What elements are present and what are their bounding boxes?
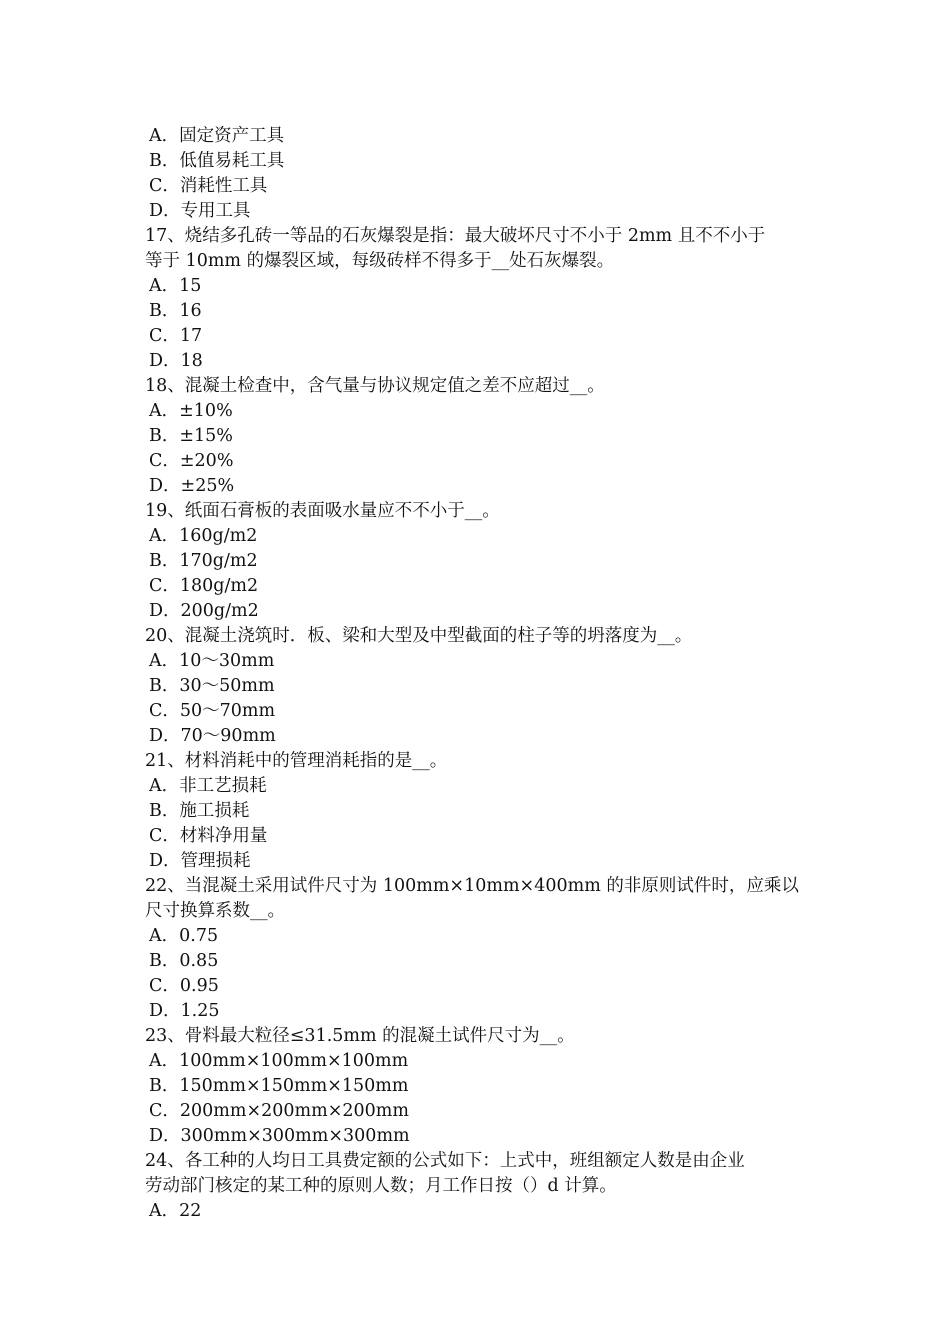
answer-option: C．消耗性工具 [149,176,268,196]
answer-option: C．±20% [149,451,234,471]
question-text: 22、当混凝土采用试件尺寸为 100mm×10mm×400mm 的非原则试件时，应乘以 [145,876,799,896]
answer-option: C．17 [149,326,203,346]
answer-option: B．30～50mm [149,676,275,696]
answer-option: A．非工艺损耗 [149,776,267,796]
question-text: 21、材料消耗中的管理消耗指的是__。 [145,751,448,771]
answer-option: B．150mm×150mm×150mm [149,1076,409,1096]
answer-option: B．低值易耗工具 [149,151,285,171]
answer-option: B．±15% [149,426,233,446]
answer-option: B．施工损耗 [149,801,250,821]
answer-option: C．0.95 [149,976,219,996]
answer-option: D．管理损耗 [149,851,251,871]
document-body [145,124,810,1224]
question-text: 等于 10mm 的爆裂区域，每级砖样不得多于__处石灰爆裂。 [145,251,615,271]
answer-option: C．材料净用量 [149,826,268,846]
answer-option: A．15 [149,276,202,296]
answer-option: D．300mm×300mm×300mm [149,1126,410,1146]
answer-option: A．100mm×100mm×100mm [149,1051,409,1071]
question-text: 24、各工种的人均日工具费定额的公式如下：上式中，班组额定人数是由企业 [145,1151,745,1171]
answer-option: A．0.75 [149,926,219,946]
question-text: 尺寸换算系数__。 [145,901,285,921]
question-text: 23、骨料最大粒径≤31.5mm 的混凝土试件尺寸为__。 [145,1026,575,1046]
answer-option: A．固定资产工具 [149,126,285,146]
answer-option: D．专用工具 [149,201,251,221]
answer-option: A．22 [149,1201,202,1221]
answer-option: C．200mm×200mm×200mm [149,1101,409,1121]
question-text: 劳动部门核定的某工种的原则人数；月工作日按（）d 计算。 [145,1176,617,1196]
answer-option: D．1.25 [149,1001,220,1021]
answer-option: D．200g/m2 [149,601,259,621]
answer-option: B．170g/m2 [149,551,258,571]
answer-option: B．16 [149,301,202,321]
answer-option: A．160g/m2 [149,526,258,546]
answer-option: D．70～90mm [149,726,276,746]
answer-option: C．180g/m2 [149,576,259,596]
question-text: 20、混凝土浇筑时．板、梁和大型及中型截面的柱子等的坍落度为__。 [145,626,693,646]
question-text: 19、纸面石膏板的表面吸水量应不不小于__。 [145,501,500,521]
answer-option: D．±25% [149,476,235,496]
answer-option: B．0.85 [149,951,219,971]
answer-option: A．±10% [149,401,233,421]
question-text: 18、混凝土检查中，含气量与协议规定值之差不应超过__。 [145,376,605,396]
answer-option: D．18 [149,351,203,371]
question-text: 17、烧结多孔砖一等品的石灰爆裂是指：最大破坏尺寸不小于 2mm 且不不小于 [145,226,766,246]
answer-option: C．50～70mm [149,701,276,721]
answer-option: A．10～30mm [149,651,275,671]
